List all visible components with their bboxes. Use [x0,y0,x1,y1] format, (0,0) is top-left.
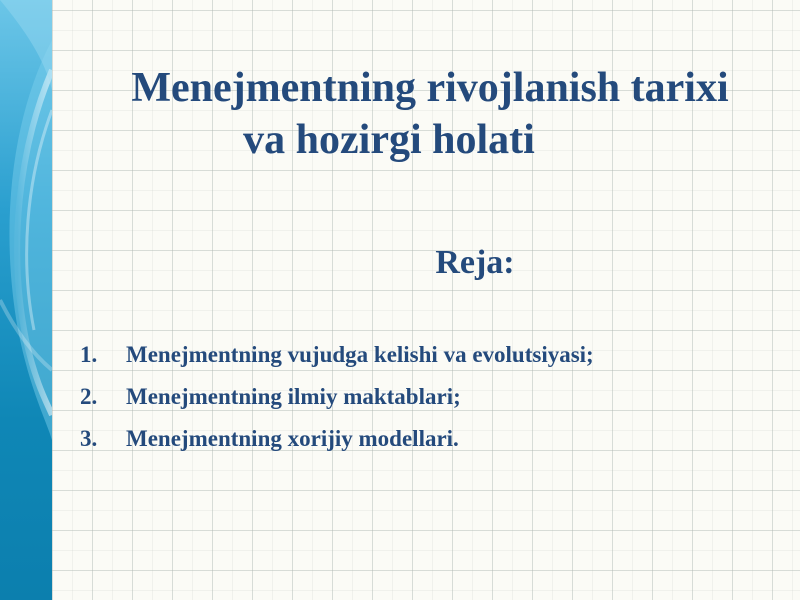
plan-item-number: 1. [80,342,98,367]
plan-item-text: Menejmentning vujudga kelishi va evolutsiyasi; [126,342,594,367]
plan-item-number: 2. [80,384,98,409]
slide-title-line-1: Menejmentning rivojlanish tarixi [131,65,729,111]
plan-item-text: Menejmentning ilmiy maktablari; [126,384,461,409]
plan-list [80,334,792,460]
plan-heading: Reja: [435,244,515,281]
plan-item-number: 3. [80,426,98,451]
slide-title [60,62,800,166]
plan-item [80,376,792,418]
slide-title-line-2: va hozirgi holati [243,117,535,163]
plan-item-text: Menejmentning xorijiy modellari. [126,426,459,451]
decorative-side-band [0,0,52,600]
plan-item [80,418,792,460]
plan-item [80,334,792,376]
